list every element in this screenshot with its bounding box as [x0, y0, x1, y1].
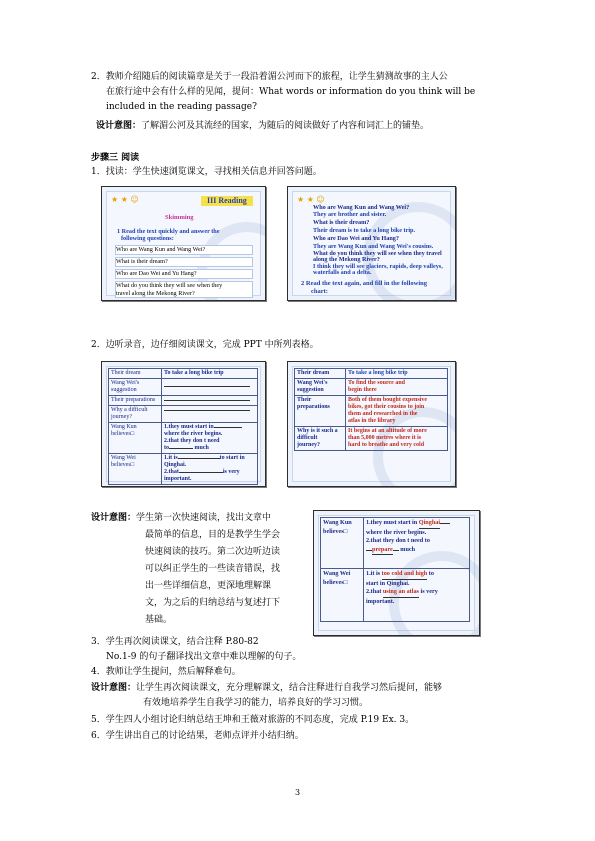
item6: 6．学生讲出自己的讨论结果，老师点评并小结归纳。 — [91, 731, 304, 741]
ww-line3b: is very — [420, 588, 438, 595]
slide2-q4a: What do you think they will see when they travel — [313, 250, 442, 257]
cell-wangwei-beliefs — [162, 454, 258, 485]
slide2-q4b: along the Mekong River? — [313, 256, 380, 263]
slide2-a4a: I think they will see glaciers, rapids, deep valleys, — [313, 263, 443, 270]
cell-wangkun — [321, 518, 364, 569]
mascot-icon: ★ ★ ☺ — [297, 195, 325, 204]
slide2-instr2: chart: — [311, 288, 328, 295]
slide1-instr1: 1 Read the text quickly and answer the — [117, 228, 220, 235]
slide1-q2: What is their dream? — [115, 257, 253, 267]
wk-line1: 1.they must start in — [164, 424, 214, 430]
design-intent-2 — [91, 510, 280, 629]
slide2-a4b: waterfalls and a delta. — [313, 269, 372, 276]
diff-l3: journey? — [297, 442, 320, 448]
step3-title: 步骤三 阅读 — [91, 153, 140, 163]
design2-line4: 可以纠正学生的一些读音错误，找 — [145, 564, 281, 574]
cell-wangwei-beliefs — [364, 569, 470, 622]
slide1-subtitle: Skimming — [165, 214, 194, 221]
cell-blank — [162, 406, 258, 423]
slide1-q3: Who are Dao Wei and Yu Hang? — [115, 269, 253, 279]
item3-line2: No.1-9 的句子翻译找出文章中难以理解的句子。 — [106, 652, 302, 662]
cell-wangkun: Wang Kun believes□ — [109, 423, 162, 454]
prep-ans-l2: bikes, got their cousins to join — [348, 404, 425, 410]
design-intent-3 — [91, 682, 442, 695]
sug-l2: suggestion — [297, 387, 324, 393]
design2-line1: 学生第一次快速阅读，找出文章中 — [136, 513, 272, 523]
diff-ans-l1: It begins at an altitude of more — [348, 428, 427, 434]
para2-line2: 在旅行途中会有什么样的见闻，提问：What words or information do you think will be — [106, 87, 476, 97]
wk-line3: 2.that they don t need — [164, 438, 220, 444]
cell-wangkun-beliefs — [364, 518, 470, 569]
cell-suggestion — [295, 379, 346, 396]
slide2-a1: They are brother and sister. — [313, 211, 387, 218]
ww-line1a: 1.it is — [366, 570, 381, 577]
page-number: 3 — [295, 788, 301, 797]
chart-table-blank — [108, 368, 258, 485]
cell-suggestion-answer — [346, 379, 448, 396]
sug-ans-l2: begin there — [348, 387, 377, 393]
slide-panel — [292, 366, 451, 482]
ww-line4: important. — [366, 597, 395, 605]
slide-panel — [318, 515, 475, 631]
cell-blank — [162, 396, 258, 406]
ww-answer-atlas: using an atlas — [383, 588, 419, 598]
cell-preparations: Their preparations — [109, 396, 162, 406]
cell-their-dream: Their dream — [109, 369, 162, 379]
slide1-q1: Who are Wang Kun and Wang Wei? — [115, 245, 253, 255]
design-intent-label: 设计意图： — [96, 121, 142, 131]
design2-line2: 最简单的信息，目的是教学生学会 — [145, 530, 281, 540]
slide-panel — [292, 191, 451, 296]
sug-l1: Wang Wei's — [297, 380, 328, 386]
wk-line1: 1.they must start in — [366, 519, 418, 526]
cell-blank — [162, 379, 258, 396]
design-intent-text: 了解湄公河及其流经的国家，为随后的阅读做好了内容和词汇上的铺垫。 — [141, 121, 430, 131]
wk-line4: much — [400, 545, 416, 553]
ww-line2: start in Qinghai. — [366, 579, 410, 587]
slide2-a2: Their dream is to take a long bike trip. — [313, 227, 416, 234]
slide-beliefs-answers — [313, 510, 480, 636]
mascot-icon: ★ ★ ☺ — [111, 195, 139, 204]
slide2-q3: Who are Dao Wei and Yu Hang? — [313, 235, 399, 242]
cell-difficult-answer — [346, 427, 448, 451]
design-intent-1 — [96, 120, 429, 133]
design2-line5: 出一些详细信息，更深地理解课 — [145, 581, 272, 591]
prep-ans-l4: atlas in the library — [348, 418, 396, 424]
beliefs-table — [320, 517, 470, 622]
design3-line1: 让学生再次阅读课文，充分理解课文，结合注释进行自我学习然后提问，能够 — [136, 683, 443, 693]
sug-ans-l1: To find the source and — [348, 380, 406, 386]
slide1-instr2: following questions: — [121, 235, 174, 242]
slide2-q2: What is their dream? — [313, 219, 370, 226]
para2-line1: 2．教师介绍随后的阅读篇章是关于一段沿着湄公河而下的旅程，让学生猜测故事的主人公 — [91, 72, 448, 82]
cell-preparations — [295, 396, 346, 427]
wk-line2: where the river begins. — [366, 528, 427, 536]
wk-line3: 2.that they don t need to — [366, 537, 430, 544]
prep-ans-l3: them and researched in the — [348, 411, 418, 417]
ww-line1b: to — [428, 570, 434, 577]
item5: 5．学生四人小组讨论归纳总结王坤和王薇对旅游的不同态度，完成 P.19 Ex. 3。 — [91, 715, 415, 725]
slide2-q4 — [313, 251, 442, 263]
slide-chart-answers — [287, 361, 456, 487]
prep-l2: preparations — [297, 404, 330, 410]
design3-line2: 有效地培养学生自我学习的能力，培养良好的学习习惯。 — [143, 698, 369, 708]
cell-wangwei — [321, 569, 364, 622]
cell-wangwei: Wang Wei believes□ — [109, 454, 162, 485]
wk-answer-prepare: prepare — [372, 546, 393, 556]
design-intent-label: 设计意图： — [91, 683, 137, 693]
ww-line3a: 2.that — [366, 588, 382, 595]
para2-line3: included in the reading passage? — [106, 102, 257, 112]
slide1-q4 — [115, 281, 253, 298]
wk-line2: where the river begins. — [164, 431, 223, 437]
slide-panel — [106, 366, 261, 482]
ww-line1b: to start in — [219, 455, 245, 461]
wk-name: Wang Kun — [323, 519, 352, 526]
slide2-instr1: 2 Read the text again, and fill in the following — [301, 280, 428, 287]
cell-dream-answer: To take a long bike trip — [162, 369, 258, 379]
design-intent-label: 设计意图： — [91, 513, 137, 523]
wk-answer-qinghai: Qinghai — [419, 519, 440, 529]
ww-line4: important. — [164, 476, 192, 482]
step3-item1: 1．找读：学生快速浏览课文，寻找相关信息并回答问题。 — [91, 167, 322, 177]
prep-l1: Their — [297, 397, 312, 403]
diff-l1: Why is it such a — [297, 428, 338, 434]
wk-line4a: to — [164, 445, 169, 451]
ww-line1a: 1.it is — [164, 455, 178, 461]
slide-panel — [106, 191, 261, 296]
cell-difficult — [295, 427, 346, 451]
cell-preparations-answer — [346, 396, 448, 427]
slide2-a3: They are Wang Kun and Wang Wei's cousins. — [313, 243, 434, 250]
slide1-banner: III Reading — [201, 196, 253, 206]
ww-believes: believes□ — [323, 578, 348, 586]
cell-difficult: Why a difficult journey? — [109, 406, 162, 423]
prep-ans-l1: Both of them bought expensive — [348, 397, 428, 403]
diff-ans-l3: hard to breathe and very cold — [348, 442, 425, 448]
item3-line1: 3．学生再次阅读课文，结合注释 P.80-82 — [91, 637, 259, 647]
slide2-q1: Who are Wang Kun and Wang Wei? — [313, 204, 410, 211]
cell-their-dream: Their dream — [295, 369, 346, 379]
chart-table-answers — [294, 368, 448, 451]
slide1-q4a: What do you think they will see when they — [116, 282, 223, 289]
ww-line2: Qinghai. — [164, 462, 187, 468]
slide-skimming — [101, 186, 266, 301]
wk-line4b: much — [194, 445, 209, 451]
wk-believes: believes□ — [323, 527, 348, 535]
slide2-a4 — [313, 264, 443, 276]
diff-ans-l2: than 5,000 metres where it is — [348, 435, 422, 441]
cell-wangkun-beliefs — [162, 423, 258, 454]
diff-l2: difficult — [297, 435, 318, 441]
item2: 2．边听录音，边仔细阅读课文，完成 PPT 中所列表格。 — [91, 340, 319, 350]
slide-skimming-answers — [287, 186, 456, 301]
slide1-q4b: travel along the Mekong River? — [116, 290, 195, 297]
cell-dream-answer: To take a long bike trip — [346, 369, 448, 379]
ww-line3b: is very — [222, 469, 240, 475]
item4: 4．教师让学生提问，然后解释难句。 — [91, 667, 241, 677]
cell-suggestion: Wang Wei's suggestion — [109, 379, 162, 396]
slide-chart-blank — [101, 361, 266, 487]
design2-line7: 基础。 — [145, 615, 173, 625]
ww-name: Wang Wei — [323, 570, 351, 577]
ww-line3a: 2.that — [164, 469, 179, 475]
ww-answer-cold: too cold and high — [382, 570, 428, 580]
design2-line6: 文，为之后的归纳总结与复述打下 — [145, 598, 281, 608]
design2-line3: 快速阅读的技巧。第二次边听边读 — [145, 547, 281, 557]
